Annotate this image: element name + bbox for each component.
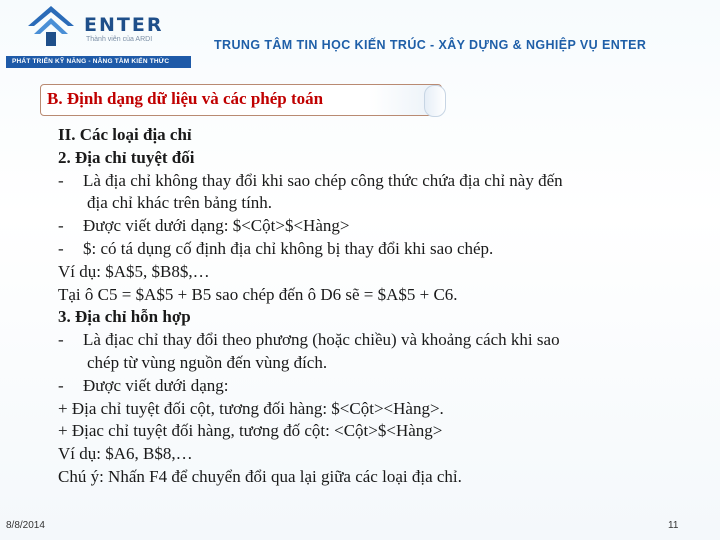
example-line: Ví dụ: $A6, B$8,… — [58, 444, 193, 464]
text-line: + Địac chỉ tuyệt đối hàng, tương đố cột: <Cột>$<Hàng> — [58, 421, 443, 441]
list-item — [58, 329, 698, 352]
list-item-text: Là địac chỉ thay đổi theo phương (hoặc chiều) và khoảng cách khi sao — [83, 330, 560, 350]
bullet: - — [58, 375, 64, 395]
slide-number: 11 — [668, 520, 679, 531]
list-item — [58, 375, 698, 398]
header-title: TRUNG TÂM TIN HỌC KIẾN TRÚC - XÂY DỰNG & NGHIỆP VỤ ENTER — [214, 38, 647, 52]
logo-name: ENTER — [84, 14, 164, 36]
section-tab-decoration — [424, 85, 446, 117]
list-item-text: Được viết dưới dạng: $<Cột>$<Hàng> — [83, 216, 350, 236]
footer-date: 8/8/2014 — [6, 520, 45, 531]
section-title-box — [40, 84, 442, 116]
list-item — [58, 215, 698, 238]
list-item — [58, 170, 698, 193]
slide-body — [58, 124, 698, 489]
example-line: Tại ô C5 = $A$5 + B5 sao chép đến ô D6 sẽ = $A$5 + C6. — [58, 284, 458, 304]
list-item-continuation: địa chỉ khác trên bảng tính. — [87, 193, 273, 213]
bullet: - — [58, 216, 64, 236]
list-item-text: Là địa chỉ không thay đổi khi sao chép công thức chứa địa chỉ này đến — [83, 170, 563, 190]
heading-address-types: II. Các loại địa chỉ — [58, 125, 192, 144]
logo-subtitle: Thành viên của ARDI — [86, 36, 153, 43]
bullet: - — [58, 238, 64, 258]
bullet: - — [58, 330, 64, 350]
heading-absolute-address: 2. Địa chỉ tuyệt đối — [58, 147, 195, 167]
note-line: Chú ý: Nhấn F4 để chuyển đổi qua lại giữa các loại địa chỉ. — [58, 466, 462, 486]
logo-mark-icon — [24, 4, 78, 50]
bullet: - — [58, 170, 64, 190]
logo-ribbon: PHÁT TRIỂN KỸ NĂNG - NÂNG TẦM KIẾN THỨC — [6, 56, 191, 68]
list-item-continuation: chép từ vùng nguồn đến vùng đích. — [87, 352, 328, 372]
section-title: B. Định dạng dữ liệu và các phép toán — [47, 89, 324, 108]
list-item — [58, 238, 698, 261]
example-line: Ví dụ: $A$5, $B8$,… — [58, 261, 210, 281]
list-item-text: Được viết dưới dạng: — [83, 375, 229, 395]
list-item-text: $: có tá dụng cố định địa chỉ không bị thay đổi khi sao chép. — [83, 238, 494, 258]
heading-mixed-address: 3. Địa chỉ hỗn hợp — [58, 307, 191, 327]
text-line: + Địa chỉ tuyệt đối cột, tương đối hàng: $<Cột><Hàng>. — [58, 398, 444, 418]
